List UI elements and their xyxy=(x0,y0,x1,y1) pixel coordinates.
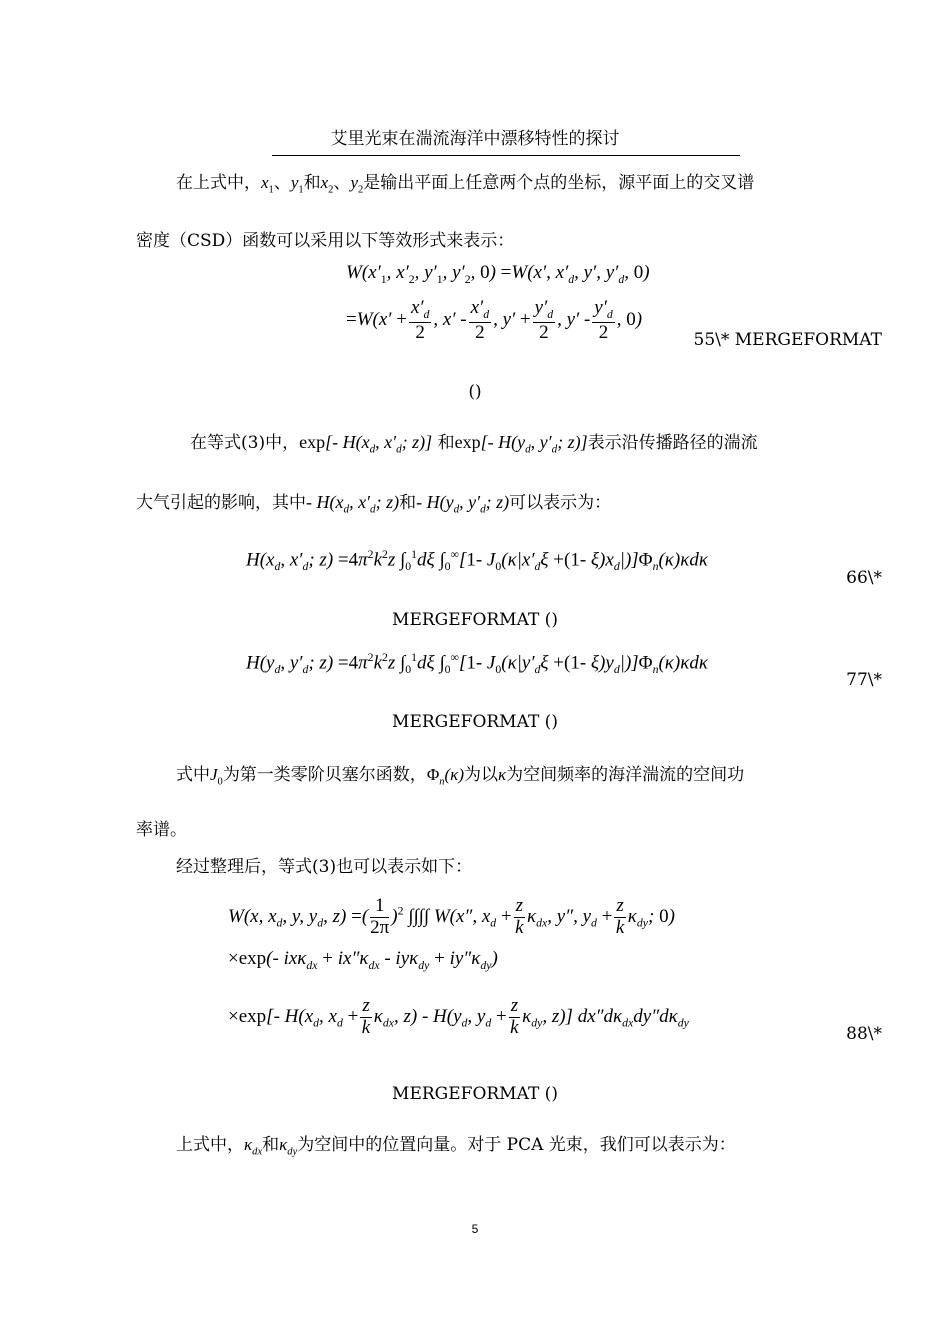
paragraph-1-line-1: 在上式中，$x_1$、$y_1$和$x_2$、$y_2$是输出平面上任意两个点的坐标，源平面上的交叉谱 xyxy=(176,173,755,196)
paragraph-3-line-1: 式中$J_0$为第一类零阶贝塞尔函数，$\Phi_n(\kappa)$为以κ为空间频率的海洋湍流的空间功 xyxy=(176,765,745,788)
exp-term-y: exp[- $H(y_d$, $y'_d$; z)] xyxy=(454,432,588,456)
equation-6-number-cont: MERGEFORMAT () xyxy=(392,610,558,630)
header-rule xyxy=(272,155,740,156)
paragraph-5: 上式中，$\kappa_{dx}$和$\kappa_{dy}$为空间中的位置向量。对于 PCA 光束，我们可以表示为： xyxy=(176,1135,736,1158)
kappa-dy-symbol: $\kappa_{dy}$ xyxy=(279,1135,298,1158)
running-header: 艾里光束在湍流海洋中漂移特性的探讨 xyxy=(330,129,620,149)
equation-5-number-cont: () xyxy=(468,382,482,402)
equation-8-line-3: ×exp[- $H(x_d$, $x_d$ + $\frac{z}{k}$ $\kappa_{dx}$, $z) - H(y_d$, $y_d$ + $\frac{z}{k}$ $\kappa_{dy}$, z)] $dx''d\kappa_{dx}dy''d\kappa_{dy}$ xyxy=(228,995,689,1038)
equation-8-number: 88\* xyxy=(846,1024,882,1044)
paragraph-1-line-2: 密度（CSD）函数可以采用以下等效形式来表示： xyxy=(136,231,515,251)
equation-5-line-1: $W(x'_1$, $x'_2$, $y'_1$, $y'_2$, 0) =W(x′, $x'_d$, y′, $y'_d$, 0) xyxy=(346,262,650,286)
j0-symbol: $J_0$ xyxy=(210,765,223,788)
equation-6: $H(x_d$, $x'_d$; $z) =4\pi^2k^2z$ $\int_0^1d\xi$ $\int_0^\infty[1-$ $J_0(\kappa|x'_d\xi +(1-$ $\xi)x_d|)]\Phi_n(\kappa)\kappa d\kappa$ xyxy=(246,548,708,574)
y2-symbol: $y_2$ xyxy=(350,173,364,196)
h-term-x: - $H(x_d$, $x'_d$; z) xyxy=(306,492,400,516)
paragraph-2-line-1: 在等式(3)中，exp[- $H(x_d$, $x'_d$; z)] 和exp[- $H(y_d$, $y'_d$; z)]表示沿传播路径的湍流 xyxy=(190,432,758,456)
equation-7: $H(y_d$, $y'_d$; $z) =4\pi^2k^2z$ $\int_0^1d\xi$ $\int_0^\infty[1-$ $J_0(\kappa|y'_d\xi +(1-$ $\xi)y_d|)]\Phi_n(\kappa)\kappa d\kappa$ xyxy=(246,651,708,677)
kappa-dx-symbol: $\kappa_{dx}$ xyxy=(244,1135,263,1158)
page-number: 5 xyxy=(471,1222,479,1236)
equation-8-line-1: W(x, $x_d$, y, $y_d$, z) =( $\frac{1}{2\pi}$ )$^2$ ∫∫∫∫ W(x″, $x_d$ + $\frac{z}{k}$ $\kappa_{dx}$, y″, $y_d$ + $\frac{z}{k}$ $\kappa_{dy}$; 0) xyxy=(228,895,675,938)
paragraph-2-line-2: 大气引起的影响，其中- $H(x_d$, $x'_d$; z)和- $H(y_d$, $y'_d$; z)可以表示为： xyxy=(136,492,612,516)
equation-5-number: 55\* MERGEFORMAT xyxy=(693,330,882,350)
phi-n-symbol: $\Phi_n(\kappa)$ xyxy=(426,765,464,788)
h-term-y: - $H(y_d$, $y'_d$; z) xyxy=(416,492,510,516)
equation-5-line-2: =W(x′ + $\frac{x'_d}{2}$ , x′ - $\frac{x'_d}{2}$ , y′ + $\frac{y'_d}{2}$ , y′ - $\frac{y'_d}{2}$ , 0) xyxy=(346,297,643,343)
equation-8-line-2: ×exp(- $ix\kappa_{dx} + ix''\kappa_{dx} - iy\kappa_{dy} + iy''\kappa_{dy}$) xyxy=(228,948,498,972)
equation-8-number-cont: MERGEFORMAT () xyxy=(392,1084,558,1104)
equation-6-number: 66\* xyxy=(846,568,882,588)
equation-7-number-cont: MERGEFORMAT () xyxy=(392,712,558,732)
paragraph-3-line-2: 率谱。 xyxy=(136,820,187,840)
y1-symbol: $y_1$ xyxy=(290,173,304,196)
x2-symbol: $x_2$ xyxy=(320,173,334,196)
kappa-symbol: κ xyxy=(498,765,507,784)
paragraph-4: 经过整理后，等式(3)也可以表示如下： xyxy=(176,857,473,877)
exp-term-x: exp[- $H(x_d$, $x'_d$; z)] xyxy=(299,432,433,456)
equation-7-number: 77\* xyxy=(846,670,882,690)
x1-symbol: $x_1$ xyxy=(261,173,274,196)
